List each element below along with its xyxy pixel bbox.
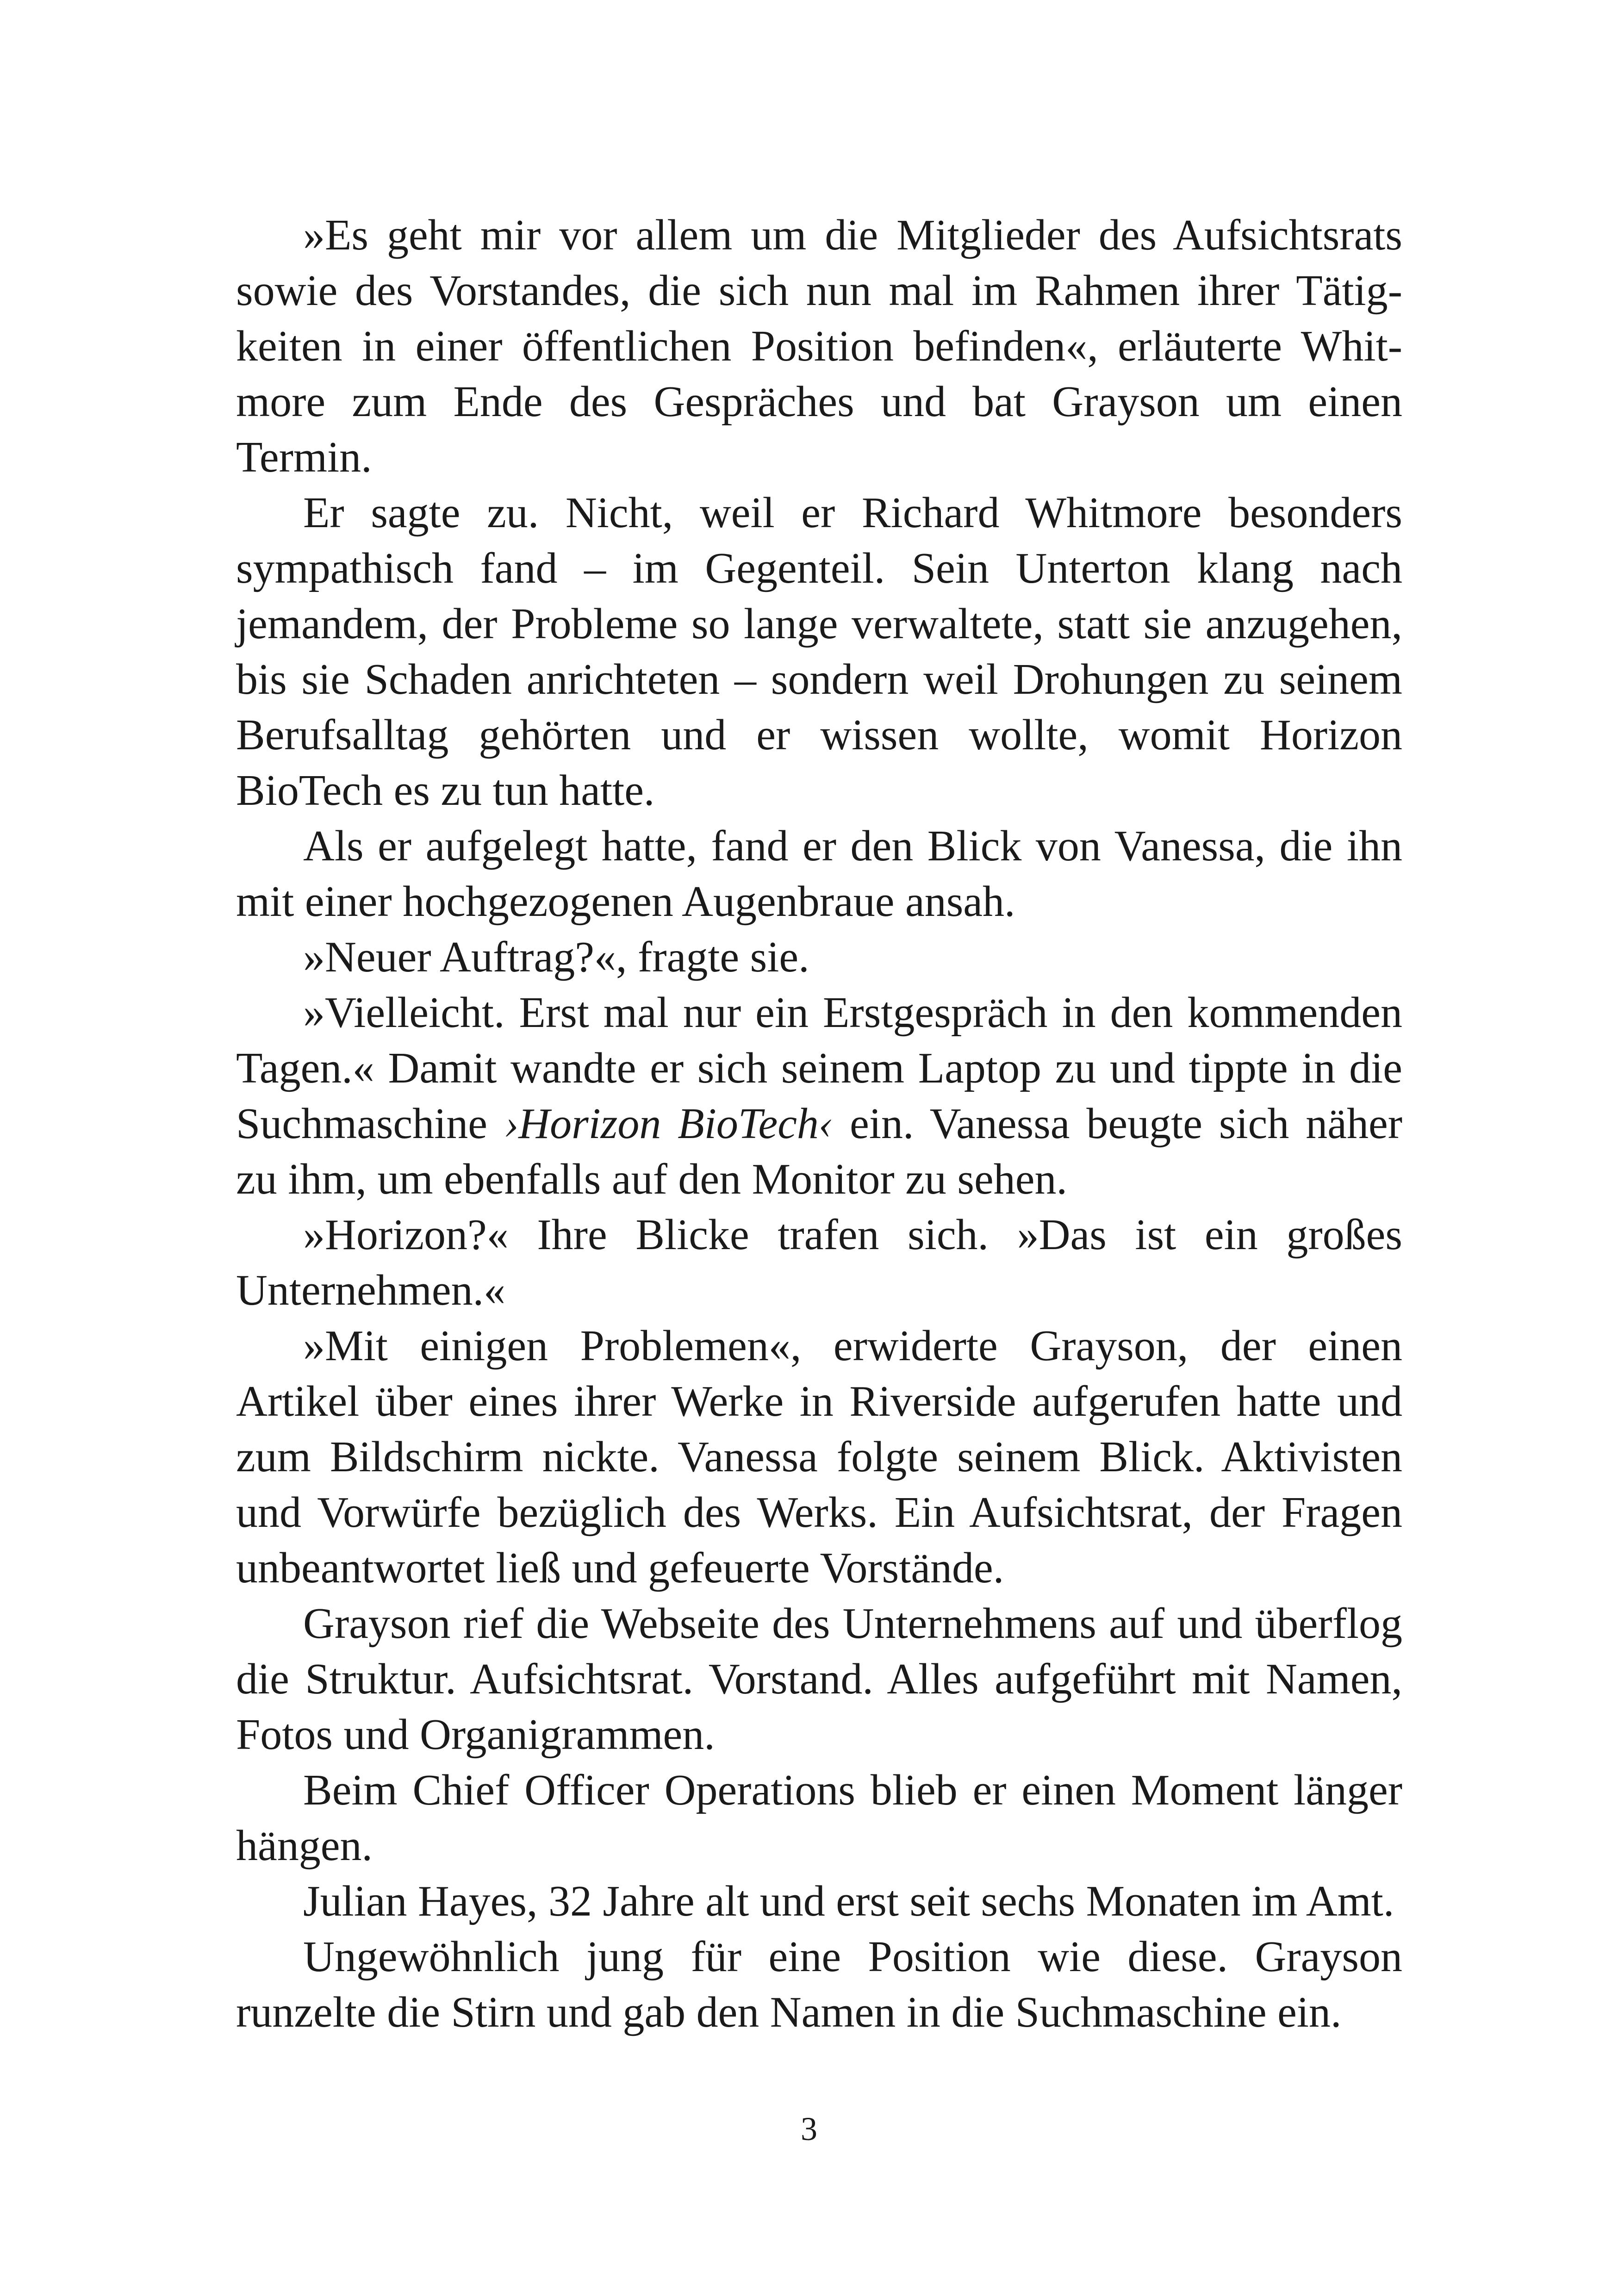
paragraph: Julian Hayes, 32 Jahre alt und erst seit sechs Monaten im Amt. [303,1877,1394,1925]
paragraph: »Mit einigen Problemen«, erwiderte Grayson, der einen Artikel über eines ihrer Werke in Riverside aufgerufen hatte und zum Bildschirm nickte. Vanessa folgte seinem Blick. Aktivisten und Vorwürfe bezüglich des Werks. Ein Aufsichtsrat, der Fragen unbeantwortet ließ und gefeuerte Vorstände. [236,1322,1402,1592]
paragraph: »Horizon?« Ihre Blicke trafen sich. »Das ist ein großes Unternehmen.« [236,1211,1402,1314]
paragraph: Beim Chief Officer Operations blieb er einen Moment länger hängen. [236,1766,1402,1870]
paragraph: Ungewöhnlich jung für eine Position wie diese. Grayson runzelte die Stirn und gab den Namen in die Suchmaschine ein. [236,1933,1402,2036]
italic-company-name: ›Horizon BioTech‹ [504,1100,834,1148]
body-text [236,207,1402,2040]
paragraph: Er sagte zu. Nicht, weil er Richard Whitmore besonders sympathisch fand – im Gegenteil. Sein Unterton klang nach jemandem, der Probleme so lange verwaltete, statt sie anzugehen, bis sie Schaden anrichteten – sondern weil Drohungen zu seinem Berufsalltag gehörten und er wissen wollte, womit Horizon BioTech es zu tun hatte. [236,489,1402,815]
paragraph: Grayson rief die Webseite des Unternehmens auf und überflog die Struktur. Aufsichtsrat. Vorstand. Alles aufgeführt mit Namen, Fotos und Organigrammen. [236,1599,1402,1759]
paragraph: »Es geht mir vor allem um die Mitglieder des Aufsichtsrats sowie des Vorstandes, die sich nun mal im Rahmen ihrer Tätigkeiten in einer öffentlichen Position befinden«, erläuterte Whitmore zum Ende des Gespräches und bat Grayson um einen Termin. [236,211,1402,481]
paragraph-text: »Vielleicht. Erst mal nur ein Erstgespräch in den kommenden Tagen.« Damit wandte er sich seinem Laptop zu und tippte in die Suchmaschine [236,989,1402,1148]
paragraph [236,985,1402,1207]
page-number: 3 [801,2110,817,2147]
paragraph-text: ein. Vanessa beugte sich näher zu ihm, um ebenfalls auf den Monitor zu sehen. [236,1100,1402,1203]
paragraph: Als er aufgelegt hatte, fand er den Blick von Vanessa, die ihn mit einer hochgezogenen Augenbraue ansah. [236,822,1402,926]
paragraph: »Neuer Auftrag?«, fragte sie. [303,933,809,981]
